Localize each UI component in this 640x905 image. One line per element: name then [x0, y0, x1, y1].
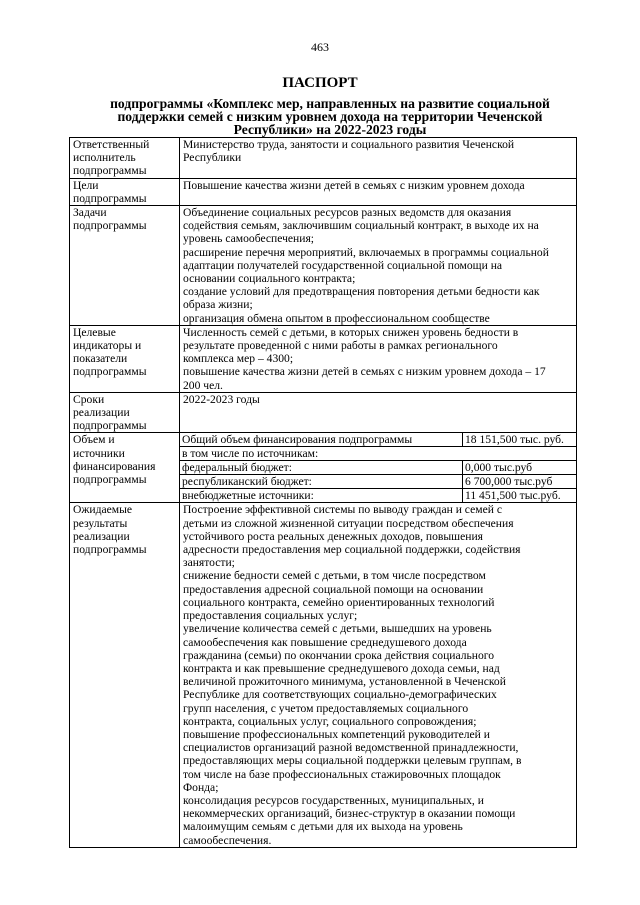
label-line: Объем и	[73, 433, 115, 447]
value-line: Численность семей с детьми, в которых снижен уровень бедности в	[183, 325, 519, 339]
label-line: Задачи	[73, 206, 107, 220]
funding-source-value: 11 451,500 тыс.руб.	[463, 489, 577, 503]
row-label	[70, 206, 180, 326]
funding-total-label: Общий объем финансирования подпрограммы	[180, 433, 463, 447]
subtitle-line: поддержки семей с низким уровнем дохода на территории Чеченской	[117, 109, 543, 124]
value-line: содействия семьям, заключившим социальный контракт, в выходе их на	[183, 219, 539, 233]
value-line: организация обмена опытом в профессиональном сообществе	[183, 311, 490, 325]
value-line: основании социального контракта;	[183, 272, 356, 286]
value-line: занятости;	[183, 556, 235, 570]
value-line: расширение перечня мероприятий, включаемых в программы социальной	[183, 245, 549, 259]
value-line: консолидация ресурсов государственных, муниципальных, и	[183, 793, 484, 807]
document-title: ПАСПОРТ	[282, 75, 358, 91]
label-line: Целевые	[73, 325, 116, 339]
label-line: подпрограммы	[73, 473, 147, 487]
funding-source-value: 6 700,000 тыс.руб	[463, 475, 577, 489]
value-line: повышение качества жизни детей в семьях с низким уровнем дохода – 17	[183, 365, 546, 379]
funding-sources-label: в том числе по источникам:	[180, 447, 576, 461]
label-line: Ожидаемые	[73, 503, 133, 517]
value-line: Фонда;	[183, 780, 219, 794]
value-line: социального контракта, семейно ориентированных технологий	[183, 595, 495, 609]
row-goals	[70, 178, 577, 205]
value-line: создание условий для предотвращения повторения детьми бедности как	[183, 285, 540, 299]
value-line: 2022-2023 годы	[183, 392, 260, 406]
value-line: Объединение социальных ресурсов разных ведомств для оказания	[183, 206, 512, 220]
value-line: величиной прожиточного минимума, установленной в Чеченской	[183, 675, 506, 689]
funding-total-row	[180, 433, 576, 447]
value-line: адресности предоставления мер социальной поддержки, содействия	[183, 543, 521, 557]
label-line: подпрограммы	[73, 164, 147, 178]
value-line: результате проведенной с ними работы в рамках регионального	[183, 339, 498, 353]
funding-source-name: федеральный бюджет:	[180, 461, 463, 475]
value-line: снижение бедности семей с детьми, в том числе посредством	[183, 569, 486, 583]
row-label	[70, 433, 180, 503]
row-funding	[70, 433, 577, 503]
row-value	[180, 503, 577, 847]
label-line: Сроки	[73, 392, 105, 406]
value-line: контракта, социальных услуг, социального сопровождения;	[183, 714, 477, 728]
row-terms	[70, 392, 577, 433]
value-line: повышение профессиональных компетенций руководителей и	[183, 727, 490, 741]
value-line: увеличение количества семей с детьми, вышедших на уровень	[183, 622, 492, 636]
label-line: результаты	[73, 516, 128, 530]
value-line: контракта и как превышение среднедушевого дохода семьи, над	[183, 661, 500, 675]
value-line: предоставления социальных услуг;	[183, 609, 358, 623]
value-line: Построение эффективной системы по выводу граждан и семей с	[183, 503, 502, 517]
funding-source-value: 0,000 тыс.руб	[463, 461, 577, 475]
row-label	[70, 138, 180, 179]
value-line: самообеспечения.	[183, 833, 272, 847]
funding-source-row	[180, 489, 576, 503]
label-line: исполнитель	[73, 151, 136, 165]
value-line: гражданина (семьи) по окончании срока действия социального	[183, 648, 495, 662]
label-line: реализации	[73, 529, 130, 543]
funding-source-row	[180, 461, 576, 475]
subtitle-line: Республики» на 2022-2023 годы	[233, 122, 427, 137]
subtitle-line: подпрограммы «Комплекс мер, направленных на развитие социальной	[110, 96, 550, 111]
value-line: групп населения, с учетом предоставляемых социального	[183, 701, 469, 715]
label-line: финансирования	[73, 459, 156, 473]
row-label	[70, 325, 180, 392]
funding-table	[180, 433, 576, 502]
value-line: Республике для соответствующих социально-демографических	[183, 688, 497, 702]
row-value	[180, 392, 577, 433]
label-line: показатели	[73, 352, 128, 366]
value-line: уровень самообеспечения;	[183, 232, 315, 246]
row-value	[180, 325, 577, 392]
value-line: малоимущим семьям с детьми для их выхода на уровень	[183, 820, 463, 834]
row-results	[70, 503, 577, 847]
label-line: реализации	[73, 406, 130, 420]
value-line: предоставления адресной социальной помощи на основании	[183, 582, 484, 596]
row-value	[180, 206, 577, 326]
label-line: подпрограммы	[73, 191, 147, 205]
row-executor	[70, 138, 577, 179]
row-tasks	[70, 206, 577, 326]
funding-sources-header	[180, 447, 576, 461]
passport-table	[69, 137, 577, 848]
value-line: 200 чел.	[183, 378, 223, 392]
value-line: детьми из сложной жизненной ситуации посредством обеспечения	[183, 516, 514, 530]
label-line: подпрограммы	[73, 419, 147, 433]
value-line: адаптации получателей государственной социальной помощи на	[183, 258, 503, 272]
value-line: Республики	[183, 151, 242, 165]
row-label	[70, 503, 180, 847]
label-line: индикаторы и	[73, 339, 142, 353]
row-label	[70, 178, 180, 205]
row-value	[180, 178, 577, 205]
value-line: Повышение качества жизни детей в семьях с низким уровнем дохода	[183, 178, 525, 192]
value-line: том числе на базе профессиональных стажировочных площадок	[183, 767, 501, 781]
funding-source-name: республиканский бюджет:	[180, 475, 463, 489]
value-line: образа жизни;	[183, 298, 253, 312]
label-line: подпрограммы	[73, 219, 147, 233]
row-indicators	[70, 325, 577, 392]
value-line: специалистов организаций разной ведомственной принадлежности,	[183, 741, 519, 755]
value-line: устойчивого роста реальных денежных доходов, повышения	[183, 529, 483, 543]
value-line: комплекса мер – 4300;	[183, 352, 294, 366]
label-line: источники	[73, 446, 125, 460]
label-line: подпрограммы	[73, 543, 147, 557]
value-line: предоставляющих меры социальной поддержки целевым группам, в	[183, 754, 522, 768]
row-value	[180, 433, 577, 503]
value-line: самообеспечения как повышение среднедушевого дохода	[183, 635, 467, 649]
label-line: Ответственный	[73, 138, 150, 151]
funding-source-row	[180, 475, 576, 489]
funding-total-value: 18 151,500 тыс. руб.	[463, 433, 577, 447]
row-value	[180, 138, 577, 179]
value-line: некоммерческих организаций, бизнес-структур в оказании помощи	[183, 807, 516, 821]
value-line: Министерство труда, занятости и социального развития Чеченской	[183, 138, 515, 151]
page-number: 463	[311, 40, 329, 54]
label-line: подпрограммы	[73, 365, 147, 379]
document-subtitle	[70, 97, 590, 136]
funding-source-name: внебюджетные источники:	[180, 489, 463, 503]
label-line: Цели	[73, 178, 99, 192]
row-label	[70, 392, 180, 433]
